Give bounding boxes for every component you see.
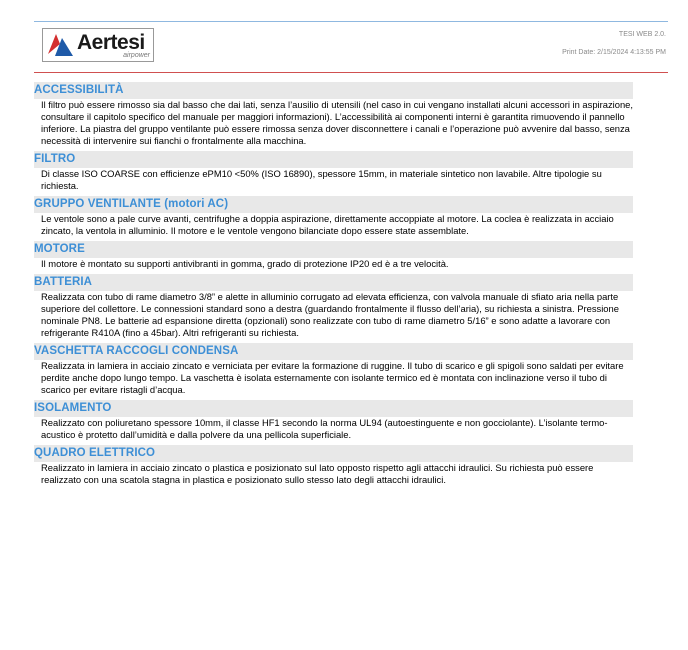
top-divider — [34, 21, 668, 22]
section-body: Le ventole sono a pale curve avanti, centrifughe a doppia aspirazione, direttamente accoppiate al motore. La coclea è realizzata in acciaio zincato, la ventola in alluminio. Il motore e le ventole vengono bilanciate dopo essere state assemblate. — [41, 213, 614, 236]
section-body: Realizzato in lamiera in acciaio zincato o plastica e posizionato sul lato opposto rispetto agli attacchi idraulici. Su richiesta può essere realizzato con una scatola stagna in plastica e posizionato sullo stesso lato degli attacchi idraulici. — [41, 462, 594, 485]
section-filtro — [34, 151, 633, 196]
section-body: Di classe ISO COARSE con efficienze ePM10 <50% (ISO 16890), spessore 15mm, in materiale sintetico non lavabile. Altre tipologie su richiesta. — [41, 168, 602, 191]
section-vaschetta — [34, 343, 633, 400]
print-date: Print Date: 2/15/2024 4:13:55 PM — [562, 49, 666, 56]
app-version: TESI WEB 2.0. — [618, 31, 666, 38]
logo-mark-icon — [46, 32, 76, 58]
section-body: Il filtro può essere rimosso sia dal basso che dai lati, senza l’ausilio di utensili (nel caso in cui vengano installati alcuni accessori in aspirazione, consultare il capitolo specifico del manuale per maggiori informazioni). L’accessibilità ai componenti interni è garantita rimuovendo il pannello inferiore. La piastra del gruppo ventilante può essere rimossa senza dover disconnettere i canali e l’operazione può avvenire dal basso, senza necessità di intervenire sui fianchi o frontalmente alla macchina. — [41, 99, 633, 146]
brand-tagline: airpower — [123, 52, 150, 59]
section-isolamento — [34, 400, 633, 445]
section-accessibilita — [34, 82, 633, 151]
section-body: Realizzata con tubo di rame diametro 3/8” e alette in alluminio corrugato ad elevata efficienza, con valvola manuale di sfiato aria nella parte superiore del collettore. Le connessioni standard sono a destra (guardando frontalmente il flusso dell’aria), su richiesta a sinistra. Pressione nominale PN8. Le batterie ad espansione diretta (opzionali) sono realizzate con tubo di rame diametro 5/16” e sono adatte a lavorare con refrigerante R410A (fino a 45bar). Altri refrigeranti su richiesta. — [41, 291, 619, 338]
section-motore — [34, 241, 633, 274]
section-title: VASCHETTA RACCOGLI CONDENSA — [34, 343, 633, 360]
section-title: GRUPPO VENTILANTE (motori AC) — [34, 196, 633, 213]
section-body: Il motore è montato su supporti antivibranti in gomma, grado di protezione IP20 ed è a tre velocità. — [41, 258, 449, 269]
header-divider — [34, 72, 668, 73]
section-batteria — [34, 274, 633, 343]
section-title: BATTERIA — [34, 274, 633, 291]
section-quadro-elettrico — [34, 445, 633, 490]
brand-logo — [42, 28, 154, 62]
section-title: MOTORE — [34, 241, 633, 258]
section-title: QUADRO ELETTRICO — [34, 445, 633, 462]
section-title: FILTRO — [34, 151, 633, 168]
section-title: ACCESSIBILITÀ — [34, 82, 633, 99]
spec-sections — [34, 82, 633, 490]
section-body: Realizzato con poliuretano spessore 10mm, il classe HF1 secondo la norma UL94 (autoestinguente e non gocciolante). L’isolante termo-acustico è protetto dall’umidità e dalla polvere da una pellicola superficiale. — [41, 417, 608, 440]
section-body: Realizzata in lamiera in acciaio zincato e verniciata per evitare la formazione di ruggine. Il tubo di scarico e gli spigoli sono saldati per evitare perdite anche dopo lungo tempo. La vaschetta è isolata esternamente con isolante termico ed è montata con inclinazione verso il tubo di scarico per evitare ristagli d’acqua. — [41, 360, 624, 395]
section-gruppo-ventilante — [34, 196, 633, 241]
brand-name: Aertesi — [77, 31, 145, 54]
section-title: ISOLAMENTO — [34, 400, 633, 417]
